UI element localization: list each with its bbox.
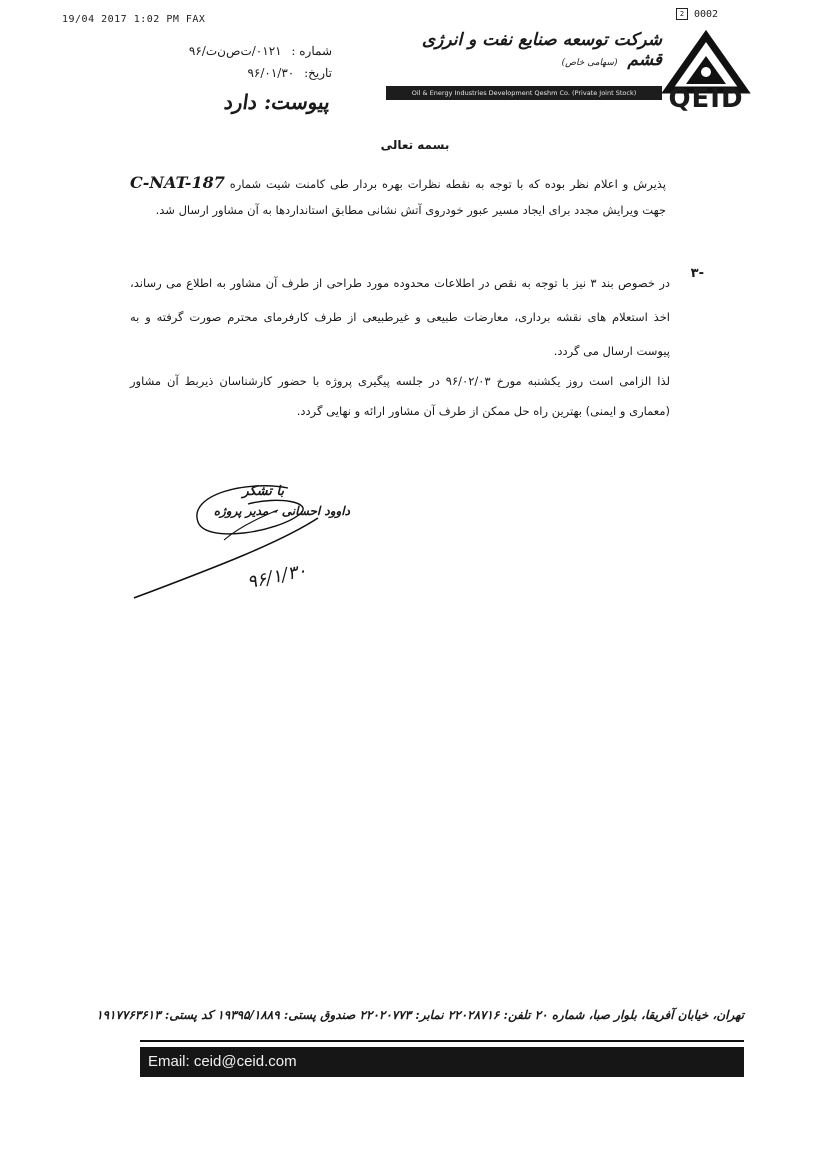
paragraph-1-text-b: جهت ویرایش مجدد برای ایجاد مسیر عبور خودروی آتش نشانی مطابق استانداردها به آن مشاور ارسال شد. bbox=[155, 203, 666, 217]
letter-number-row bbox=[132, 40, 332, 62]
footer-divider bbox=[140, 1040, 744, 1042]
letter-date-row bbox=[132, 62, 332, 84]
letter-number-label: شماره : bbox=[291, 44, 332, 58]
letter-heading: بسمه تعالی bbox=[380, 138, 450, 152]
letter-paragraph-1 bbox=[130, 170, 666, 223]
letter-paragraph-3: لذا الزامی است روز یکشنبه مورخ ۹۶/۰۲/۰۳ در جلسه پیگیری پروژه با حضور کارشناسان ذیربط آن مشاور (معماری و ایمنی) بهترین راه حل ممکن از طرف آن مشاور ارائه و نهایی گردد. bbox=[130, 374, 670, 418]
item-number: -۳ bbox=[690, 266, 704, 281]
company-type: (سهامی خاص) bbox=[561, 58, 618, 68]
company-english-name: Oil & Energy Industries Development Qeshm Co. (Private Joint Stock) bbox=[386, 86, 662, 100]
letter-date-value: ۹۶/۰۱/۳۰ bbox=[247, 66, 295, 80]
closing-text: با تشکر bbox=[242, 484, 284, 499]
fax-page-indicator bbox=[676, 8, 718, 20]
footer-email: Email: ceid@ceid.com bbox=[140, 1047, 744, 1077]
company-name-text: شرکت توسعه صنایع نفت و انرژی قشم bbox=[421, 30, 662, 70]
company-logo-text: QEID bbox=[668, 84, 744, 114]
fax-page-icon: 2 bbox=[676, 8, 688, 20]
company-name bbox=[412, 30, 662, 70]
paragraph-1-text-a: پذیرش و اعلام نظر بوده که با توجه به نقطه نظرات بهره بردار طی کامنت شیت شماره bbox=[229, 177, 667, 191]
signer-name: داوود احسانی - مدیر پروژه bbox=[213, 504, 350, 518]
comment-sheet-code: C-NAT-187 bbox=[130, 173, 225, 192]
letter-number-value: ۰۱۲۱/ت‌ص‌ن‌ت/۹۶ bbox=[188, 44, 282, 58]
footer-address: تهران، خیابان آفریقا، بلوار صبا، شماره ۲۰ تلفن: ۲۲۰۲۸۷۱۶ نمابر: ۲۲۰۲۰۷۷۳ صندوق پستی: ۱۹۳۹۵/۱۸۸۹ کد پستی: ۱۹۱۷۷۶۳۶۱۳ bbox=[96, 1008, 744, 1022]
attachment-stamp: پیوست: دارد bbox=[222, 90, 332, 114]
fax-page-number: 0002 bbox=[694, 8, 719, 20]
letter-paragraph-2: در خصوص بند ۳ نیز با توجه به نقص در اطلاعات محدوده مورد طراحی از طرف آن مشاور به اطلاع می رساند، اخذ استعلام های نقشه برداری، معارضات طبیعی و غیرطبیعی از طرف کارفرمای محترم صورت گرفته و به پیوست ارسال می گردد. bbox=[130, 276, 670, 358]
fax-header: 19/04 2017 1:02 PM FAX bbox=[62, 14, 206, 25]
letter-date-label: تاریخ: bbox=[304, 66, 332, 80]
handwritten-date: ۹۶/۱/۳۰ bbox=[245, 560, 309, 594]
letter-meta bbox=[132, 40, 332, 84]
